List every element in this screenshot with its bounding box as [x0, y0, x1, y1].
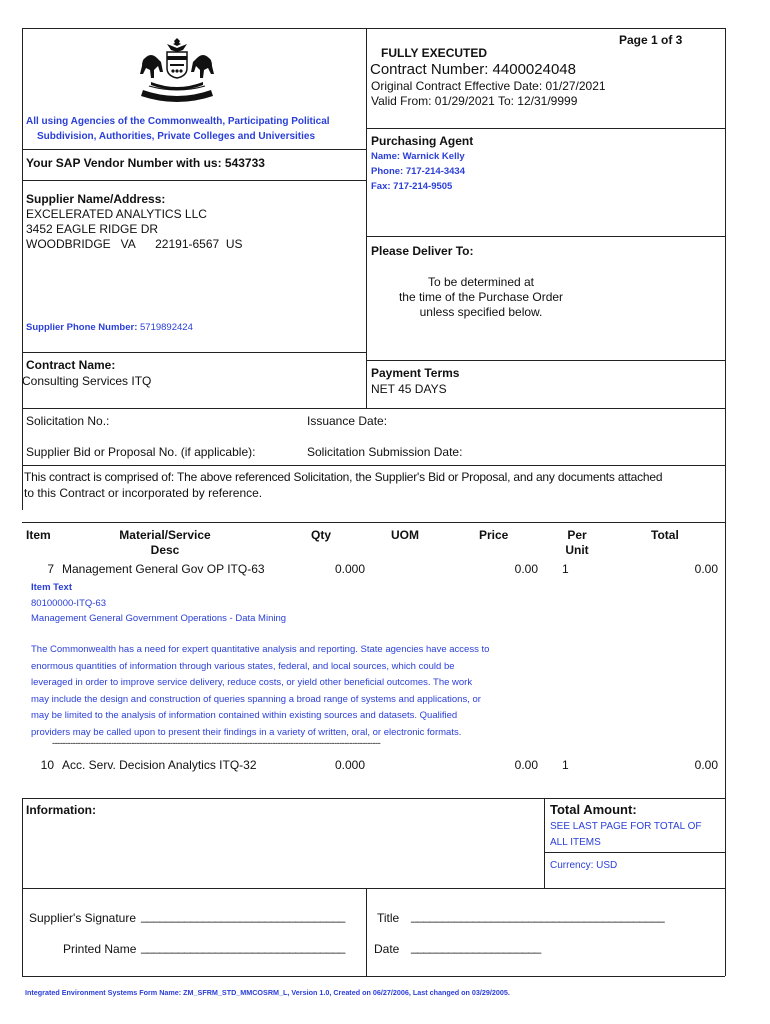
item-text-body: [31, 642, 551, 742]
line-signature-top: [22, 888, 725, 889]
item-1-qty: 0.000: [335, 562, 366, 576]
item-text-title: Management General Government Operations - Data Mining: [31, 613, 287, 624]
contract-name-value: Consulting Services ITQ: [22, 374, 152, 388]
total-amount-note-1: SEE LAST PAGE FOR TOTAL OF: [550, 821, 702, 832]
date-label: Date: [374, 942, 400, 956]
supplier-label: Supplier Name/Address:: [26, 192, 166, 206]
supplier-city: WOODBRIDGE VA 22191-6567 US: [26, 237, 243, 251]
border-bottom: [22, 976, 725, 977]
item-2-per: 1: [562, 758, 569, 772]
deliver-line-2: the time of the Purchase Order: [398, 290, 564, 304]
col-material: Material/Service: [119, 528, 211, 542]
comprised-line-1: This contract is comprised of: The above referenced Solicitation, the Supplier's Bid or Proposal, and any documents attached: [24, 470, 663, 484]
item-2-desc: Acc. Serv. Decision Analytics ITQ-32: [62, 758, 257, 772]
line-solicitation-top: [22, 408, 725, 409]
item-text-body-line: The Commonwealth has a need for expert quantitative analysis and reporting. State agencies have access to: [31, 644, 490, 655]
information-label: Information:: [26, 803, 96, 817]
contract-number: Contract Number: 4400024048: [370, 61, 576, 78]
line-vendor-top: [22, 149, 366, 150]
col-desc: Desc: [150, 543, 180, 557]
item-2-number: 10: [40, 758, 54, 772]
purchasing-agent-label: Purchasing Agent: [371, 134, 474, 148]
col-price: Price: [479, 528, 509, 542]
item-separator: --------------------------------------------------------------------------------------------------------------------------------: [52, 738, 381, 749]
sap-vendor-number: Your SAP Vendor Number with us: 543733: [26, 156, 265, 170]
line-payment-top: [366, 360, 725, 361]
effective-date: Original Contract Effective Date: 01/27/2021: [371, 79, 606, 93]
submission-date-label: Solicitation Submission Date:: [307, 445, 463, 459]
supplier-phone-label: Supplier Phone Number:: [26, 322, 138, 333]
status-label: FULLY EXECUTED: [381, 46, 488, 60]
deliver-line-1: To be determined at: [427, 275, 535, 289]
line-items-top: [22, 522, 725, 523]
total-amount-note-2: ALL ITEMS: [550, 837, 601, 848]
line-currency-top: [544, 852, 725, 853]
col-uom: UOM: [391, 528, 419, 542]
item-2-total: 0.00: [694, 758, 718, 772]
form-footer: Integrated Environment Systems Form Name: ZM_SFRM_STD_MMCOSRM_L, Version 1.0, Created on 06/27/2006, Last changed on 03/29/2005.: [25, 988, 510, 997]
line-comprised-top: [22, 465, 725, 466]
divider-total: [544, 798, 545, 888]
item-1-desc: Management General Gov OP ITQ-63: [62, 562, 265, 576]
line-contract-top: [22, 352, 366, 353]
bid-number-label: Supplier Bid or Proposal No. (if applicable):: [26, 445, 256, 459]
item-text-code: 80100000-ITQ-63: [31, 598, 106, 609]
commonwealth-seal-icon: [137, 36, 217, 102]
divider-signature: [366, 888, 367, 976]
border-left: [22, 28, 23, 510]
line-agent-top: [366, 128, 725, 129]
item-text-body-line: enormous quantities of information through various states, federal, and local sources, which could be: [31, 660, 455, 672]
col-qty: Qty: [311, 528, 332, 542]
agent-fax: Fax: 717-214-9505: [371, 181, 453, 192]
solicitation-number-label: Solicitation No.:: [26, 414, 110, 428]
item-2-qty: 0.000: [335, 758, 366, 772]
item-text-body-line: providers may be called upon to present their findings in a variety of written, oral, or electronic formats.: [31, 726, 462, 738]
col-unit: Unit: [565, 543, 589, 557]
currency-label: Currency: USD: [550, 860, 618, 871]
agent-name: Name: Warnick Kelly: [371, 151, 465, 162]
agencies-line-1: All using Agencies of the Commonwealth, Participating Political: [26, 116, 330, 127]
border-right: [725, 28, 726, 798]
contract-name-label: Contract Name:: [26, 358, 116, 372]
item-1-price: 0.00: [514, 562, 538, 576]
item-text-label: Item Text: [31, 582, 73, 593]
issuance-date-label: Issuance Date:: [307, 414, 388, 428]
page-number: Page 1 of 3: [619, 33, 683, 47]
border-top: [22, 28, 725, 29]
line-info-top: [22, 798, 725, 799]
date-line[interactable]: _____________________: [411, 940, 541, 954]
payment-terms-label: Payment Terms: [371, 366, 460, 380]
agencies-line-2: Subdivision, Authorities, Private Colleges and Universities: [37, 131, 316, 142]
supplier-phone: [26, 322, 193, 333]
item-text-body-line: may include the design and construction of queries spanning a broad range of systems and applications, or: [31, 693, 481, 705]
line-deliver-top: [366, 236, 725, 237]
payment-terms-value: NET 45 DAYS: [371, 382, 447, 396]
supplier-signature-line[interactable]: _________________________________: [141, 909, 345, 923]
title-line[interactable]: _________________________________________: [411, 909, 665, 923]
supplier-signature-label: Supplier's Signature: [29, 911, 137, 925]
item-1-per: 1: [562, 562, 569, 576]
supplier-name: EXCELERATED ANALYTICS LLC: [26, 207, 207, 221]
divider-vertical-top: [366, 28, 367, 408]
line-supplier-top: [22, 180, 366, 181]
border-left-bottom: [22, 798, 23, 976]
col-item: Item: [26, 528, 51, 542]
printed-name-line[interactable]: _________________________________: [141, 940, 345, 954]
title-label: Title: [377, 911, 400, 925]
printed-name-label: Printed Name: [63, 942, 137, 956]
item-1-number: 7: [47, 562, 54, 576]
valid-dates: Valid From: 01/29/2021 To: 12/31/9999: [371, 94, 578, 108]
comprised-line-2: to this Contract or incorporated by reference.: [24, 486, 263, 500]
col-total: Total: [651, 528, 679, 542]
deliver-to-label: Please Deliver To:: [371, 244, 474, 258]
item-text-body-line: may be limited to the analysis of information contained within existing sources and datasets. Qualified: [31, 710, 458, 722]
supplier-phone-value: 5719892424: [140, 322, 193, 333]
supplier-street: 3452 EAGLE RIDGE DR: [26, 222, 159, 236]
agent-phone: Phone: 717-214-3434: [371, 166, 465, 177]
item-1-total: 0.00: [694, 562, 718, 576]
border-right-bottom: [725, 798, 726, 976]
item-text-body-line: leveraged in order to improve service delivery, reduce costs, or yield other beneficial outcomes. The work: [31, 677, 473, 689]
col-per: Per: [567, 528, 587, 542]
deliver-line-3: unless specified below.: [419, 305, 543, 319]
item-2-price: 0.00: [514, 758, 538, 772]
total-amount-label: Total Amount:: [550, 802, 637, 817]
